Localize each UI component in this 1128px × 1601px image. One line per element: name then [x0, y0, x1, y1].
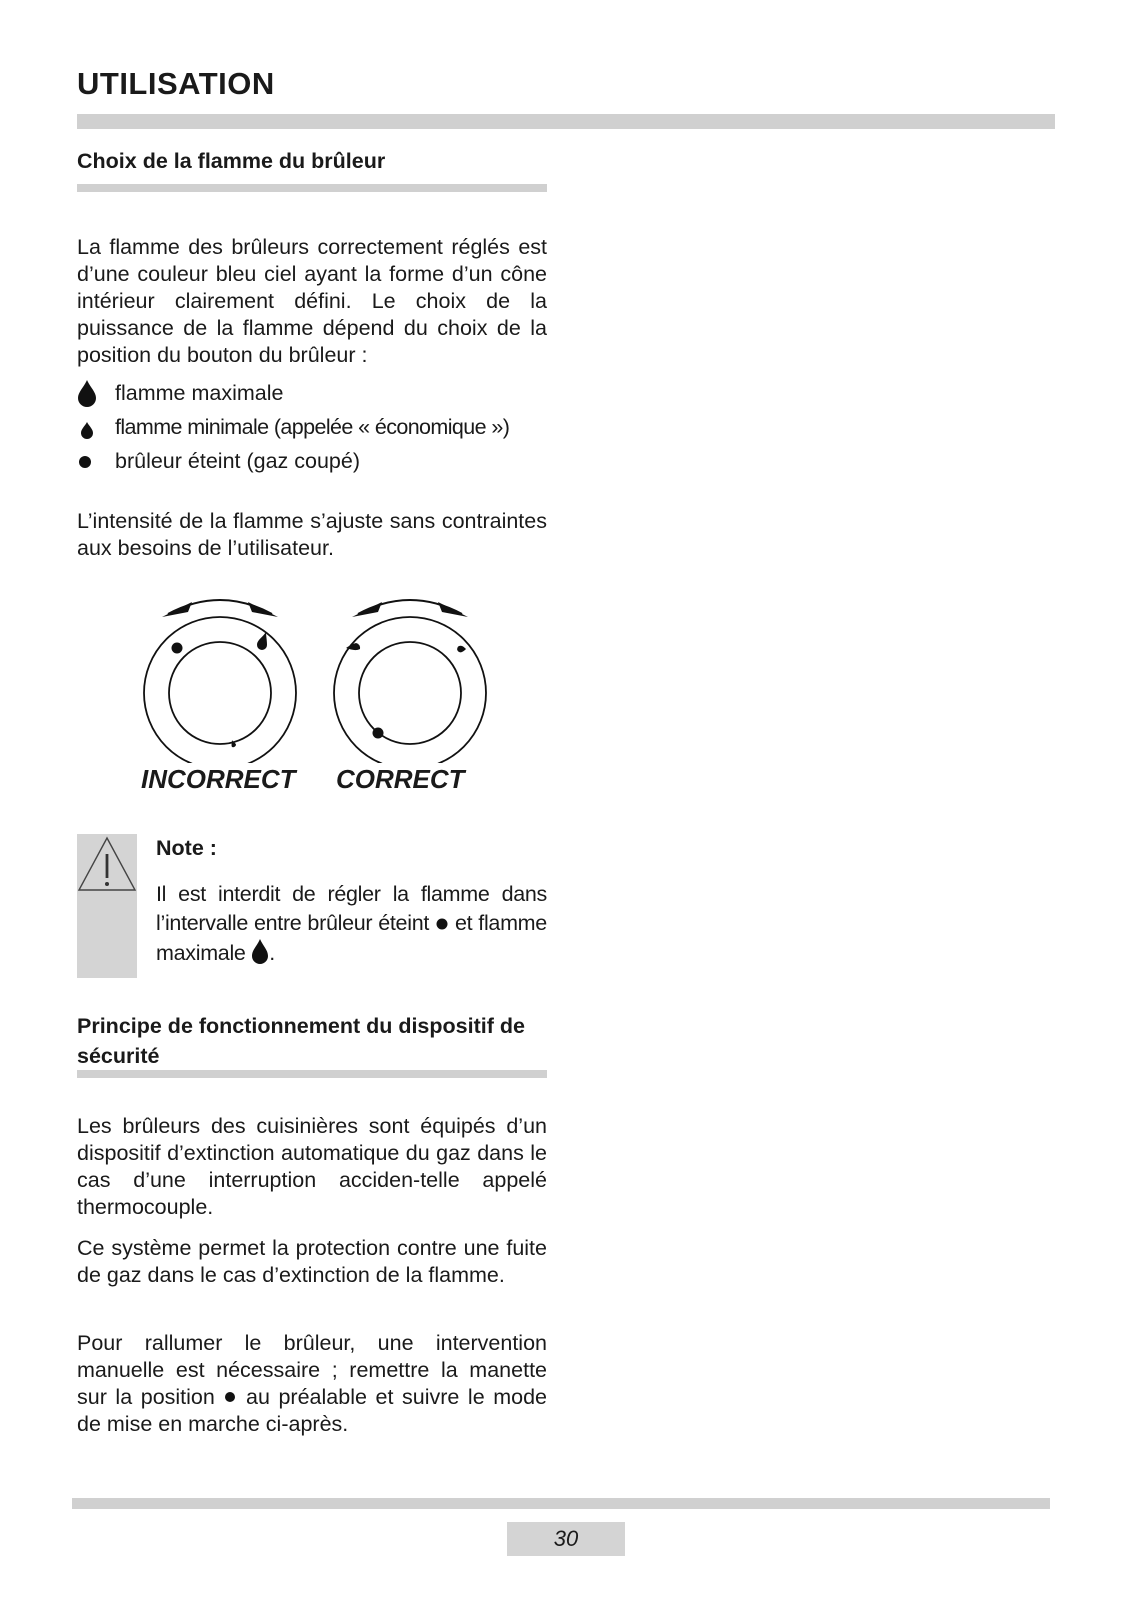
note-sidebar: [77, 834, 137, 978]
large-flame-icon: [251, 938, 269, 964]
safety-paragraph-1: Les brûleurs des cuisinières sont équipés d’un dispositif d’extinction automatique du gaz dans le cas d’une interruption acciden-telle appelé thermocouple.: [77, 1114, 547, 1219]
safety-paragraph-2: Ce système permet la protection contre une fuite de gaz dans le cas d’extinction de la flamme.: [77, 1236, 547, 1287]
note-text-part: .: [269, 941, 275, 965]
list-item: [77, 410, 557, 444]
section-heading-flame-choice: Choix de la flamme du brûleur: [77, 149, 386, 173]
incorrect-knob: [144, 600, 296, 763]
note-text: [156, 880, 547, 968]
section-rule: [77, 184, 547, 192]
page-title: UTILISATION: [77, 66, 275, 101]
page-number: 30: [507, 1522, 625, 1556]
warning-triangle-icon: [77, 834, 137, 896]
small-flame-icon: [77, 413, 115, 441]
correct-knob: [334, 600, 486, 763]
dot-icon: [223, 1390, 237, 1404]
paragraph-part: Pour rallumer le brûleur, une intervention manuelle est nécessaire ; remettre la manette sur la position: [77, 1331, 547, 1409]
intensity-paragraph: L’intensité de la flamme s’ajuste sans contraintes aux besoins de l’utilisateur.: [77, 509, 547, 560]
note-text-part: et flamme maximale: [156, 911, 547, 965]
flame-position-list: [77, 376, 557, 478]
large-flame-icon: [77, 379, 115, 407]
footer-rule: [72, 1498, 1050, 1509]
list-item-label: brûleur éteint (gaz coupé): [115, 448, 361, 473]
knob-diagram: [130, 588, 510, 763]
paragraph-part: au préalable et suivre le mode de mise en marche ci-après.: [77, 1385, 547, 1436]
safety-paragraph-3: [77, 1330, 547, 1438]
correct-label: CORRECT: [336, 764, 465, 794]
section-heading-safety-device: Principe de fonctionnement du dispositif de sécurité: [77, 1014, 525, 1068]
list-item-label: flamme minimale (appelée « économique »): [115, 414, 510, 439]
list-item: [77, 376, 557, 410]
section-rule: [77, 1070, 547, 1078]
header-rule: [77, 114, 1055, 129]
intro-paragraph: La flamme des brûleurs correctement réglés est d’une couleur bleu ciel ayant la forme d’un cône intérieur clairement défini. Le choix de la puissance de la flamme dépend du choix de la position du bouton du brûleur :: [77, 235, 547, 367]
incorrect-label: INCORRECT: [141, 764, 296, 794]
note-text-part: Il est interdit de régler la flamme dans l’intervalle entre brûleur éteint: [156, 882, 547, 935]
list-item: [77, 444, 557, 478]
list-item-label: flamme maximale: [115, 380, 284, 405]
knob-figure: [130, 588, 510, 818]
note-title: Note :: [156, 836, 217, 860]
dot-icon: [77, 447, 115, 475]
dot-icon: [435, 917, 449, 931]
